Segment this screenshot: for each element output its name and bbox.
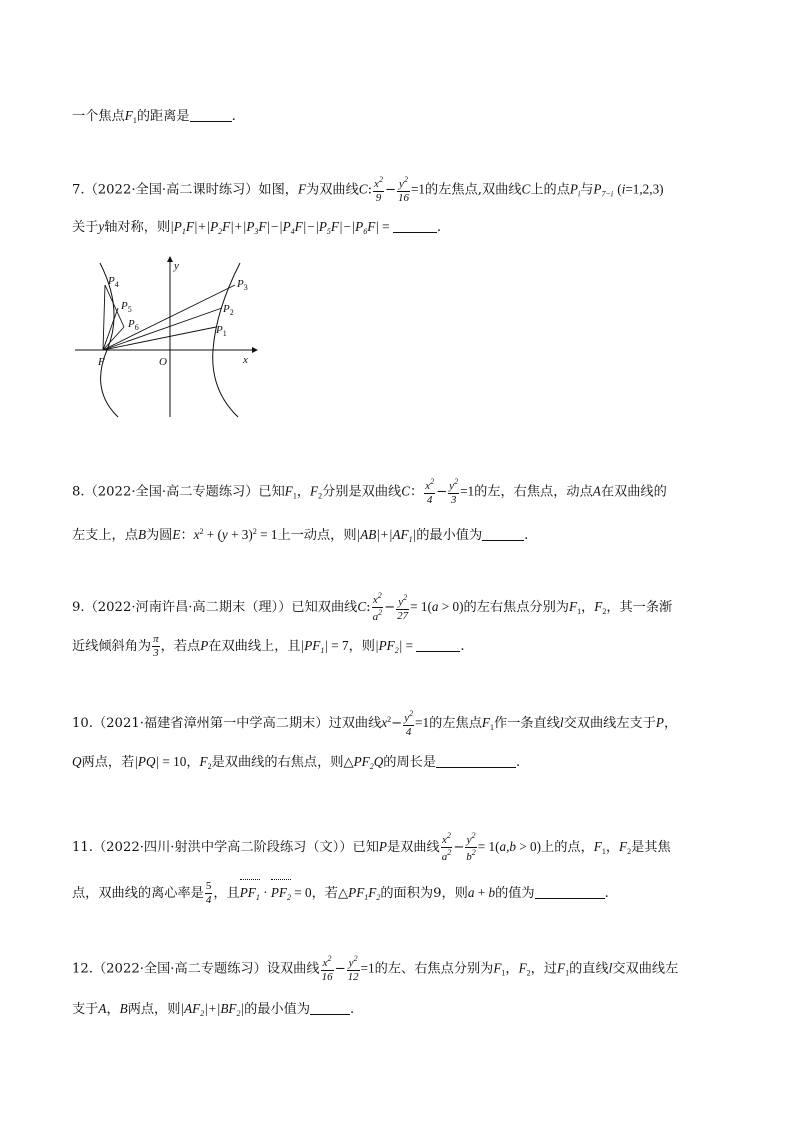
x-axis-arrow-icon: [252, 347, 258, 353]
answer-blank[interactable]: [190, 107, 232, 122]
question-source: （2022·河南许昌·高二期末（理））: [84, 600, 292, 615]
label-p1: $P_1$: [216, 324, 227, 338]
q7-line1: 7.（2022·全国·高二课时练习）如图，F为双曲线C: $\frac{x^2}{9}$ − $\frac{y^2}{16}$ =1的左焦点,双曲线C上的点$P_i$与$P_{7-i}$ (i=1,2,3): [72, 175, 664, 204]
question-number: 9.: [72, 600, 85, 615]
q12-line2: 支于A，B两点，则$|AF_2|+|BF_2|$的最小值为 .: [72, 1001, 355, 1018]
question-source: （2022·四川·射洪中学高二阶段练习（文））: [92, 840, 353, 855]
question-number: 10.: [72, 716, 93, 731]
q12-line1: 12.（2022·全国·高二专题练习）设双曲线 $\frac{x^2}{16}$ − $\frac{y^2}{12}$ =1的左、右焦点分别为$F_1$，$F_2$，过$F_1$的直线l交双曲线左: [72, 954, 679, 983]
question-source: （2021·福建省漳州第一中学高二期末）: [92, 716, 329, 731]
q10-line2: Q两点，若|PQ| = 10，$F_2$是双曲线的右焦点，则$\triangle PF_2Q$的周长是 .: [72, 754, 521, 771]
question-source: （2022·全国·高二专题练习）: [92, 961, 267, 977]
answer-blank[interactable]: [436, 753, 516, 768]
label-p6: $P_6$: [128, 318, 139, 332]
answer-blank[interactable]: [535, 884, 605, 899]
segment-f-p3: [103, 285, 235, 350]
q11-line1: 11.（2022·四川·射洪中学高二阶段练习（文））已知P是双曲线 $\frac{x^2}{a^2}$ − $\frac{y^2}{b^2}$ = 1(a,b > 0)上的点，$F_1$，$F_2$是其焦: [72, 831, 671, 863]
answer-blank[interactable]: [393, 218, 437, 233]
question-number: 11.: [72, 840, 93, 855]
q7-line2: 关于y轴对称，则$|P_1F|+|P_2F|+|P_3F|-|P_4F|-|P_5F|-|P_6F|$ = .: [72, 219, 442, 236]
q6-tail: 一个焦点$F_1$的距离是 .: [72, 108, 236, 125]
label-x: x: [243, 354, 248, 366]
question-source: （2022·全国·高二课时练习）: [84, 182, 259, 198]
hyperbola-figure: [70, 255, 260, 420]
q9-line1: 9.（2022·河南许昌·高二期末（理））已知双曲线C: $\frac{x^2}{a^2}$ − $\frac{y^2}{27}$ = 1(a > 0)的左右焦点分别为$F_1$，$F_2$，其一条渐: [72, 591, 673, 623]
answer-blank[interactable]: [416, 637, 460, 652]
label-p3: $P_3$: [237, 278, 248, 292]
question-number: 12.: [72, 961, 93, 977]
label-p5: $P_5$: [121, 300, 132, 314]
answer-blank[interactable]: [482, 526, 524, 541]
question-number: 7.: [72, 182, 85, 198]
label-y: y: [174, 260, 179, 272]
question-number: 8.: [72, 484, 85, 500]
label-f: F: [98, 356, 105, 368]
q8-line1: 8.（2022·全国·高二专题练习）已知$F_1$，$F_2$分别是双曲线C： $\frac{x^2}{4}$ − $\frac{y^2}{3}$ =1的左，右焦点，动点A在双曲线的: [72, 477, 667, 506]
answer-blank[interactable]: [310, 1000, 350, 1015]
question-source: （2022·全国·高二专题练习）: [84, 484, 259, 500]
label-p2: $P_2$: [223, 303, 234, 317]
q11-line2: 点，双曲线的离心率是 $\frac{5}{4}$ ，且$PF_1 \cdot PF_2 = 0$，若$\triangle PF_1F_2$的面积为9，则a + b的值为 .: [72, 881, 609, 910]
hyperbola-right-branch: [213, 263, 240, 417]
segment-f-p4: [103, 285, 105, 350]
q9-line2: 近线倾斜角为 $\frac{\pi}{3}$ ，若点P在双曲线上，且$|PF_1| = 7$，则$|PF_2|$ = .: [72, 633, 465, 659]
y-axis-arrow-icon: [167, 256, 173, 262]
q10-line1: 10.（2021·福建省漳州第一中学高二期末）过双曲线$x^2-$ $\frac{y^2}{4}$ =1的左焦点$F_1$作一条直线l交双曲线左支于P，: [72, 708, 678, 738]
label-p4: $P_4$: [108, 275, 119, 289]
q8-line2: 左支上，点B为圆E：$x^2 + (y + 3)^2 = 1$上一动点，则$|AB|+|AF_1|$的最小值为 .: [72, 527, 529, 544]
label-o: O: [159, 356, 167, 368]
